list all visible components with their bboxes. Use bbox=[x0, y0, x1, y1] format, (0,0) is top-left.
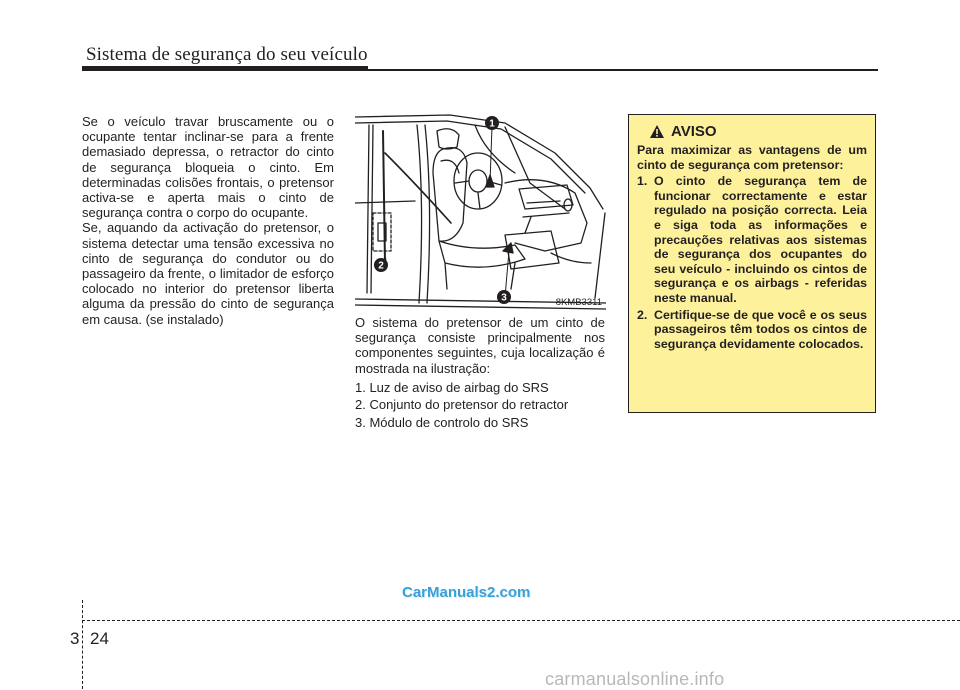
warning-intro: Para maximizar as vantagens de um cinto de segurança com pretensor: bbox=[637, 143, 867, 172]
chapter-number: 3 bbox=[70, 629, 80, 648]
page-header-title: Sistema de segurança do seu veículo bbox=[86, 44, 368, 65]
pretensor-illustration bbox=[355, 113, 606, 311]
warning-triangle-icon bbox=[649, 124, 665, 139]
header-rule-thick bbox=[82, 66, 368, 71]
list-item: 3. Módulo de controlo do SRS bbox=[355, 414, 529, 430]
warning-item bbox=[637, 308, 867, 352]
warning-item-number: 2. bbox=[637, 307, 648, 322]
warning-item-text: O cinto de segurança tem de funcionar correctamente e estar regulado na posição correcta. Leia e siga toda as informações e precauções relativas aos sistemas de segurança dos ocupantes do seu veículo - incluindo os cintos de segurança e os airbags - referidas neste manual. bbox=[654, 174, 867, 305]
footer-source: carmanualsonline.info bbox=[545, 669, 725, 689]
footer-rule bbox=[82, 620, 960, 621]
list-item: 1. Luz de aviso de airbag do SRS bbox=[355, 379, 549, 395]
left-column-text bbox=[82, 114, 334, 327]
warning-title: AVISO bbox=[671, 123, 717, 140]
intro-paragraph: O sistema do pretensor de um cinto de segurança consiste principalmente nos componentes seguintes, cuja localização é mostrada na ilustração: bbox=[355, 315, 605, 376]
list-item: 2. Conjunto do pretensor do retractor bbox=[355, 397, 569, 413]
header-rule-thin bbox=[368, 69, 878, 71]
paragraph: Se, aquando da activação do pretensor, o sistema detectar uma tensão excessiva no cinto de segurança do condutor ou do passageiro da frente, o limitador de esforço colocado no interior do pretensor liberta alguma da pressão do cinto de segurança em causa. (se instalado) bbox=[82, 220, 334, 327]
warning-box bbox=[628, 114, 876, 413]
callout-badges bbox=[374, 116, 511, 304]
callout-1: 1 bbox=[489, 118, 495, 130]
page-number: 24 bbox=[90, 629, 109, 648]
warning-item bbox=[637, 174, 867, 305]
warning-item-text: Certifique-se de que você e os seus passageiros têm todos os cintos de segurança devidamente colocados. bbox=[654, 307, 867, 351]
footer-vertical-rule bbox=[82, 600, 83, 689]
middle-column-text bbox=[355, 315, 605, 431]
warning-body bbox=[637, 143, 867, 351]
watermark-link[interactable]: CarManuals2.com bbox=[402, 584, 531, 601]
warning-header bbox=[649, 123, 867, 140]
figure-code: 8KMB3311 bbox=[555, 297, 602, 308]
paragraph: Se o veículo travar bruscamente ou o ocupante tentar inclinar-se para a frente demasiado depressa, o retractor do cinto de segurança bloqueia o cinto. Em determinadas colisões frontais, o pretensor activa-se e aperta mais o cinto de segurança contra o corpo do ocupante. bbox=[82, 114, 334, 221]
callout-2: 2 bbox=[378, 260, 384, 272]
warning-item-number: 1. bbox=[637, 174, 648, 189]
car-interior-drawing bbox=[355, 113, 606, 311]
callout-3: 3 bbox=[501, 292, 507, 304]
